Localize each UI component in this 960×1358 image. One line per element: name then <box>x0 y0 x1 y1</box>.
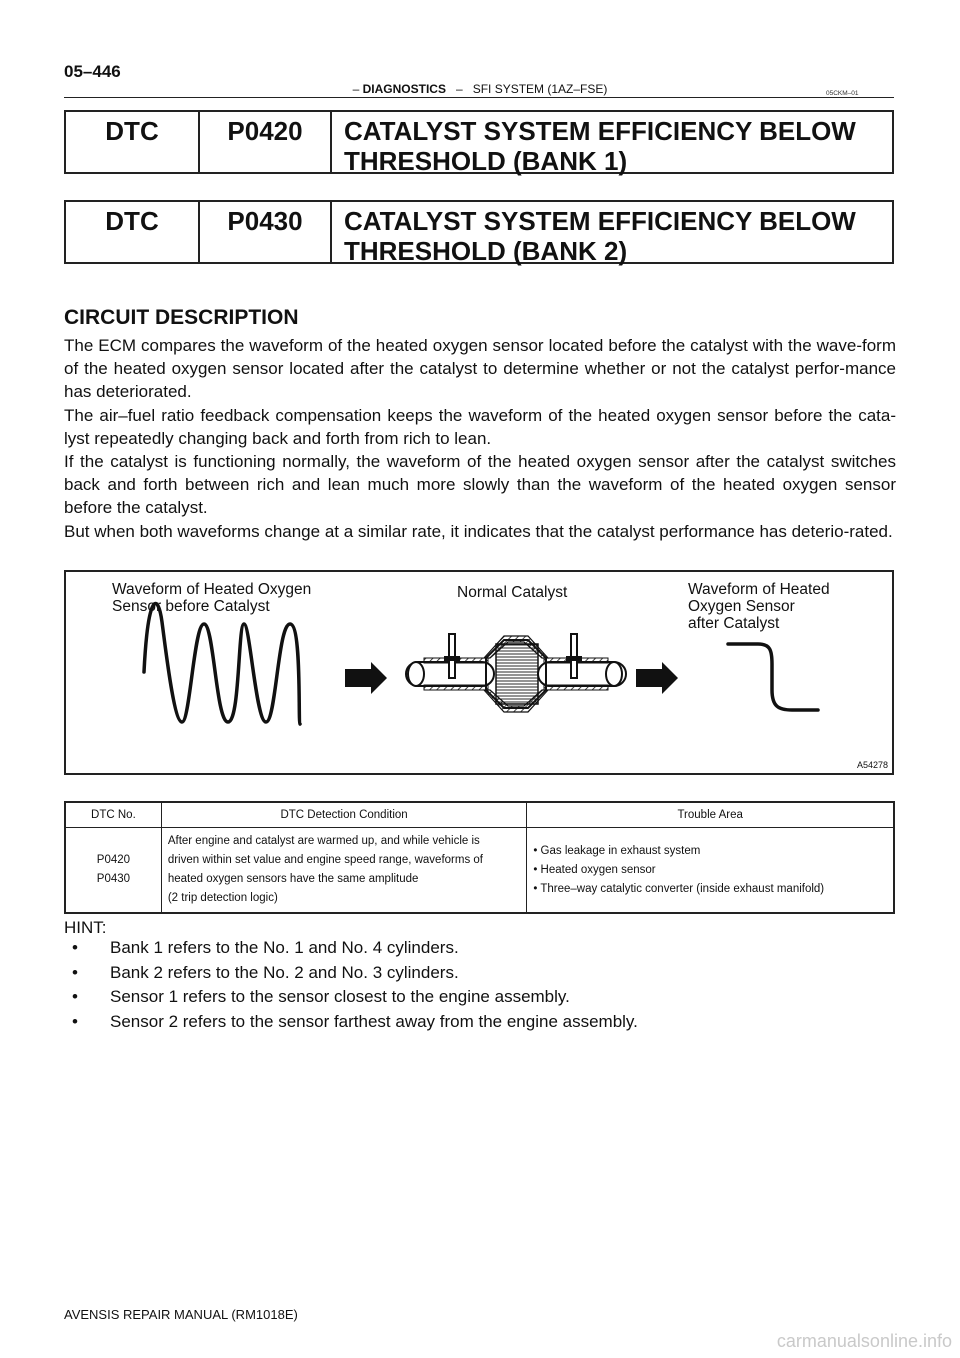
header-detection-condition: DTC Detection Condition <box>161 802 527 828</box>
header-separator-left: – <box>352 82 360 96</box>
dtc-codes-cell <box>65 828 161 914</box>
manual-footer: AVENSIS REPAIR MANUAL (RM1018E) <box>64 1307 298 1322</box>
circuit-description-title: CIRCUIT DESCRIPTION <box>64 306 299 329</box>
hint-text: Bank 2 refers to the No. 2 and No. 3 cylinders. <box>110 962 459 982</box>
dtc-code: P0420 <box>200 112 332 172</box>
header-dtc-no: DTC No. <box>65 802 161 828</box>
circuit-description-body <box>64 334 896 543</box>
description-paragraph-2: The air–fuel ratio feedback compensation keeps the waveform of the heated oxygen sensor before the cata-lyst repeatedly changing back and forth from rich to lean. <box>64 405 896 448</box>
label-waveform-after-line2: Oxygen Sensor <box>688 598 795 615</box>
table-row <box>65 828 894 914</box>
dtc-title-line1: CATALYST SYSTEM EFFICIENCY BELOW <box>344 116 856 146</box>
dtc-label: DTC <box>66 202 200 262</box>
trouble-area-cell <box>527 828 894 914</box>
description-paragraph-3: If the catalyst is functioning normally, the waveform of the heated oxygen sensor after the catalyst switches back and forth between rich and lean much more slowly than the waveform of the heated oxygen sensor before the catalyst. <box>64 452 896 518</box>
bullet-icon: • <box>72 987 78 1006</box>
dtc-title <box>332 112 892 176</box>
dtc-title <box>332 202 892 266</box>
list-item <box>72 936 638 961</box>
bullet-icon: • <box>72 1011 78 1031</box>
label-waveform-after-line1: Waveform of Heated <box>688 581 830 598</box>
trouble-area-item: • Three–way catalytic converter (inside exhaust manifold) <box>533 882 825 895</box>
list-item <box>72 961 638 986</box>
condition-line: driven within set value and engine speed range, waveforms of <box>167 854 483 866</box>
header-rule <box>64 97 894 98</box>
dtc-block-p0420 <box>64 110 894 174</box>
header-separator: – <box>455 82 463 96</box>
table-header-row <box>65 802 894 828</box>
bullet-icon: • <box>72 962 78 982</box>
dtc-table <box>64 801 895 914</box>
waveform-before-catalyst <box>144 604 300 724</box>
label-waveform-before-line1: Waveform of Heated Oxygen <box>112 581 312 598</box>
waveform-after-catalyst <box>728 644 818 710</box>
dtc-title-line1: CATALYST SYSTEM EFFICIENCY BELOW <box>344 206 856 236</box>
condition-line: After engine and catalyst are warmed up, and while vehicle is <box>167 835 480 847</box>
dtc-code-p0420: P0420 <box>96 854 131 866</box>
hint-text: Sensor 2 refers to the sensor farthest away from the engine assembly. <box>110 1011 638 1031</box>
dtc-label: DTC <box>66 112 200 172</box>
dtc-title-line2: THRESHOLD (BANK 2) <box>344 236 628 266</box>
trouble-area-item: • Heated oxygen sensor <box>533 863 656 876</box>
trouble-area-item: • Gas leakage in exhaust system <box>533 844 701 857</box>
page-header <box>0 82 960 96</box>
catalyst-waveform-figure <box>64 570 894 775</box>
list-item <box>72 1010 638 1035</box>
description-paragraph-4: But when both waveforms change at a similar rate, it indicates that the catalyst performance has deterio-rated. <box>64 521 893 541</box>
dtc-title-line2: THRESHOLD (BANK 1) <box>344 146 628 176</box>
condition-line: (2 trip detection logic) <box>167 892 278 904</box>
label-waveform-after-line3: after Catalyst <box>688 615 780 632</box>
label-normal-catalyst: Normal Catalyst <box>457 584 568 601</box>
condition-line: heated oxygen sensors have the same amplitude <box>167 873 419 885</box>
header-code: 05CKM–01 <box>826 90 859 97</box>
hint-text: Sensor 1 refers to the sensor closest to the engine assembly. <box>110 987 570 1006</box>
header-section: DIAGNOSTICS <box>362 82 446 96</box>
figure-drawing <box>66 572 892 773</box>
dtc-code: P0430 <box>200 202 332 262</box>
arrow-from-catalyst <box>636 662 678 694</box>
figure-code: A54278 <box>856 760 888 770</box>
dtc-block-p0430 <box>64 200 894 264</box>
detection-condition-cell <box>161 828 527 914</box>
description-paragraph-1: The ECM compares the waveform of the heated oxygen sensor located before the catalyst with the wave-form of the heated oxygen sensor located after the catalyst to determine whether or not the catalyst perfor-mance has deteriorated. <box>64 336 896 402</box>
label-waveform-before-line2: Sensor before Catalyst <box>112 598 270 615</box>
hint-list <box>72 936 638 1034</box>
header-subsection: SFI SYSTEM (1AZ–FSE) <box>472 82 608 96</box>
catalytic-converter-icon <box>406 634 626 712</box>
watermark: carmanualsonline.info <box>776 1331 952 1351</box>
list-item <box>72 985 638 1010</box>
bullet-icon: • <box>72 938 78 957</box>
hint-title: HINT: <box>64 918 107 937</box>
arrow-to-catalyst <box>345 662 387 694</box>
dtc-code-p0430: P0430 <box>96 873 131 885</box>
header-trouble-area: Trouble Area <box>527 802 894 828</box>
hint-text: Bank 1 refers to the No. 1 and No. 4 cylinders. <box>110 938 459 957</box>
page-number: 05–446 <box>64 62 121 81</box>
